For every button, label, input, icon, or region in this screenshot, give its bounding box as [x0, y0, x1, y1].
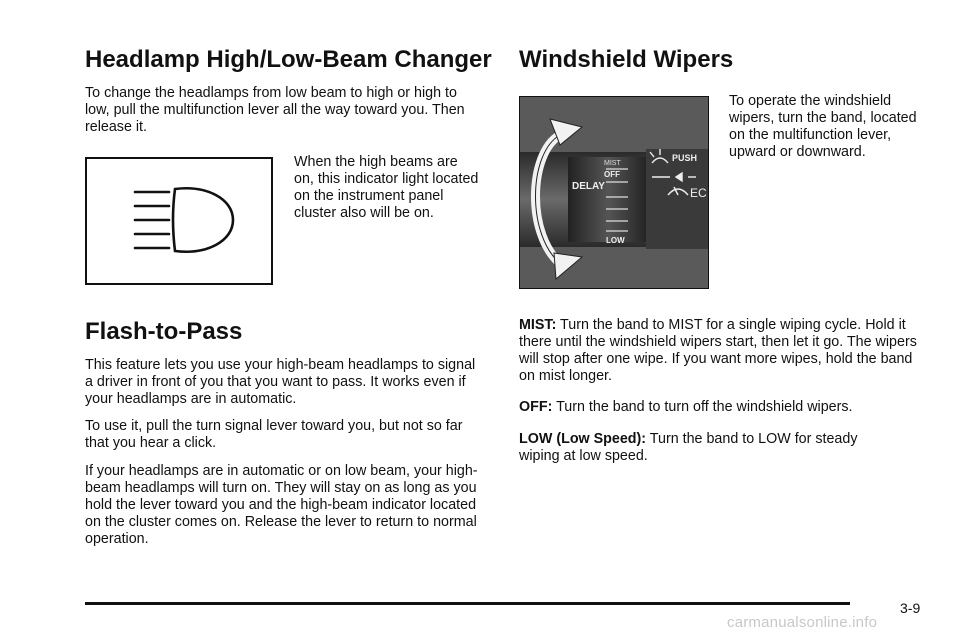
mist-label: MIST: [519, 317, 557, 333]
off-text: Turn the band to turn off the windshield wipers. [556, 399, 853, 415]
flash-para-2: To use it, pull the turn signal lever toward you, but not so far that you hear a click. [85, 418, 463, 451]
footer-rule [85, 602, 850, 605]
wiper-lever-figure [519, 96, 709, 289]
wipers-heading: Windshield Wipers [519, 46, 734, 73]
headlamp-intro: To change the headlamps from low beam to high or high to low, pull the multifunction lever all the way toward you. Then release it. [85, 85, 465, 135]
lever-label-low: LOW [606, 236, 625, 245]
lever-label-off: OFF [604, 170, 620, 179]
watermark: carmanualsonline.info [727, 614, 878, 631]
off-description [519, 399, 929, 416]
low-description [519, 431, 879, 465]
high-beam-indicator-figure [85, 157, 273, 285]
high-beam-caption: When the high beams are on, this indicator light located on the instrument panel cluster also will be on. [294, 154, 479, 221]
high-beam-icon [87, 159, 271, 283]
svg-text:EC: EC [690, 186, 707, 200]
mist-description [519, 317, 929, 385]
lever-label-delay: DELAY [572, 181, 605, 192]
headlamp-heading: Headlamp High/Low-Beam Changer [85, 46, 492, 73]
low-text: Turn the band to LOW for steady wiping at low speed. [519, 431, 858, 464]
wipers-caption: To operate the windshield wipers, turn the band, located on the multifunction lever, upward or downward. [729, 93, 917, 160]
flash-para-3: If your headlamps are in automatic or on low beam, your high-beam headlamps will turn on. They will stay on as long as you hold the lever toward you and the high-beam indicator located on the cluster comes on. Release the lever to return to normal operation. [85, 463, 478, 547]
lever-label-mist: MIST [604, 160, 621, 167]
mist-text: Turn the band to MIST for a single wiping cycle. Hold it there until the windshield wipers start, then let it go. The wipers will stop after one wipe. If you want more wipes, hold the band on mist longer. [519, 317, 917, 384]
flash-to-pass-heading: Flash-to-Pass [85, 318, 243, 345]
low-label: LOW (Low Speed): [519, 431, 647, 447]
flash-para-1: This feature lets you use your high-beam headlamps to signal a driver in front of you that you want to pass. It works even if your headlamps are in automatic. [85, 357, 476, 407]
page-number: 3-9 [900, 600, 921, 616]
lever-label-push: PUSH [672, 153, 698, 163]
off-label: OFF: [519, 399, 553, 415]
